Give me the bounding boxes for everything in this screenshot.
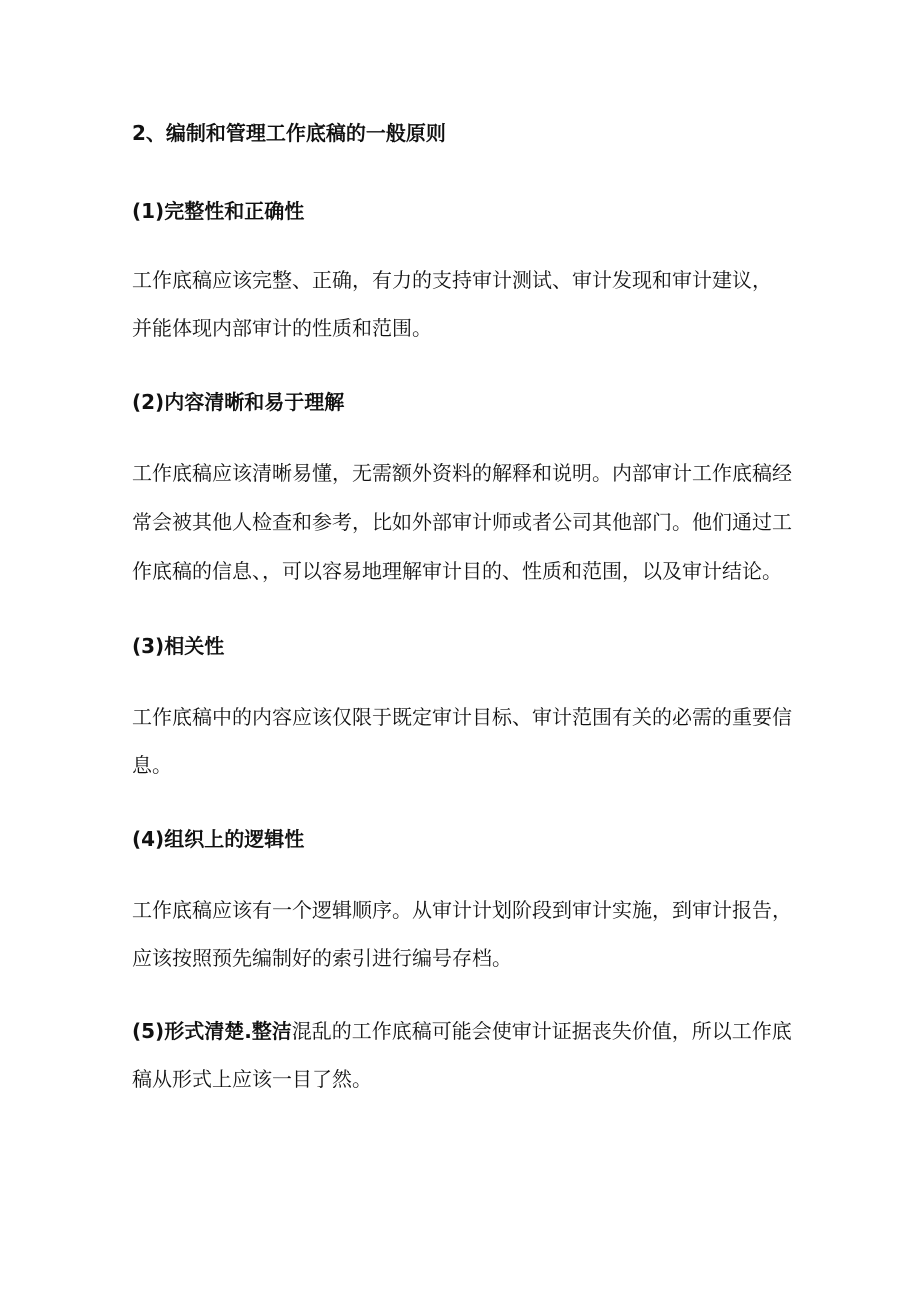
item-4-line-2: 应该按照预先编制好的索引进行编号存档。 — [132, 946, 512, 970]
item-1-heading: (1)完整性和正确性 — [132, 199, 305, 223]
item-5-line-1 — [132, 1017, 792, 1045]
item-2-line-1: 工作底稿应该清晰易懂，无需额外资料的解释和说明。内部审计工作底稿经 — [132, 461, 792, 485]
item-3-heading: (3)相关性 — [132, 634, 225, 658]
item-1-line-1: 工作底稿应该完整、正确，有力的支持审计测试、审计发现和审计建议， — [132, 268, 772, 292]
item-4-heading: (4)组织上的逻辑性 — [132, 827, 305, 851]
item-5-text-1: 混乱的工作底稿可能会使审计证据丧失价值，所以工作底 — [291, 1019, 792, 1043]
item-3-line-1: 工作底稿中的内容应该仅限于既定审计目标、审计范围有关的必需的重要信 — [132, 705, 792, 729]
item-5-line-2: 稿从形式上应该一目了然。 — [132, 1067, 372, 1091]
item-3-line-2: 息。 — [132, 753, 172, 777]
section-title: 2、编制和管理工作底稿的一般原则 — [132, 121, 446, 145]
item-1-line-2: 并能体现内部审计的性质和范围。 — [132, 316, 432, 340]
item-2-heading: (2)内容清晰和易于理解 — [132, 390, 345, 414]
item-4-line-1: 工作底稿应该有一个逻辑顺序。从审计计划阶段到审计实施，到审计报告， — [132, 898, 792, 922]
item-2-line-2: 常会被其他人检查和参考，比如外部审计师或者公司其他部门。他们通过工 — [132, 510, 792, 534]
item-2-line-3: 作底稿的信息、，可以容易地理解审计目的、性质和范围，以及审计结论。 — [132, 559, 782, 583]
item-5-heading: (5)形式清楚.整洁 — [132, 1019, 292, 1043]
